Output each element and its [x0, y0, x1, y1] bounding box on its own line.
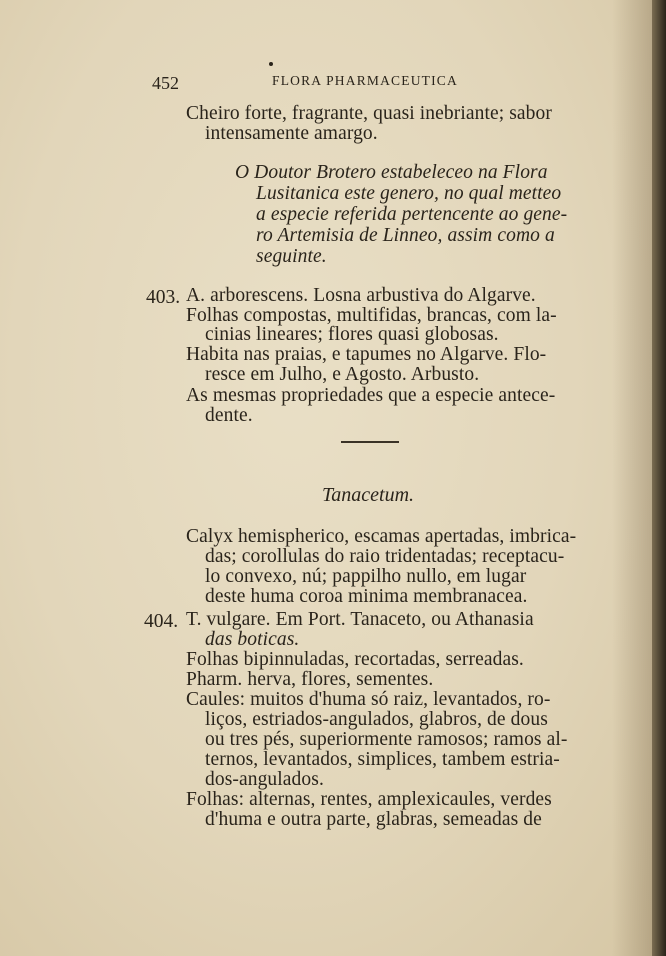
genus-line: deste huma coroa minima membranacea. — [205, 586, 528, 607]
entry-404-line: Folhas: alternas, rentes, amplexicaules, verdes — [186, 789, 552, 810]
genus-line: das; corollulas do raio tridentadas; receptacu- — [205, 546, 565, 567]
intro-line: Cheiro forte, fragrante, quasi inebriante; sabor — [186, 103, 552, 124]
entry-404-line: dos-angulados. — [205, 769, 324, 790]
entry-403-line: Folhas compostas, multifidas, brancas, com la- — [186, 305, 557, 326]
entry-404-line: das boticas. — [205, 629, 300, 650]
intro-line: intensamente amargo. — [205, 123, 378, 144]
note-line: O Doutor Brotero estabeleceo na Flora — [235, 162, 548, 183]
running-head: FLORA PHARMACEUTICA — [272, 73, 458, 88]
entry-403-line: cinias lineares; flores quasi globosas. — [205, 324, 499, 345]
entry-403-line: dente. — [205, 405, 253, 426]
entry-404-line: Folhas bipinnuladas, recortadas, serreadas. — [186, 649, 524, 670]
entry-number-403: 403. — [146, 287, 181, 308]
note-line: a especie referida pertencente ao gene- — [256, 204, 568, 225]
genus-line: lo convexo, nú; pappilho nullo, em lugar — [205, 566, 527, 587]
entry-404-line: ternos, levantados, simplices, tambem estria- — [205, 749, 560, 770]
entry-404-line: T. vulgare. Em Port. Tanaceto, ou Athanasia — [186, 609, 534, 630]
entry-404-line: liços, estriados-angulados, glabros, de dous — [205, 709, 548, 730]
entry-404-line: ou tres pés, superiormente ramosos; ramos al- — [205, 729, 568, 750]
page-number: 452 — [152, 73, 179, 93]
genus-title: Tanacetum. — [322, 484, 415, 506]
entry-403-line: resce em Julho, e Agosto. Arbusto. — [205, 364, 480, 385]
note-line: seguinte. — [256, 246, 327, 267]
book-gutter — [652, 0, 666, 956]
note-line: ro Artemisia de Linneo, assim como a — [256, 225, 555, 246]
genus-line: Calyx hemispherico, escamas apertadas, imbrica- — [186, 526, 577, 547]
entry-404-line: d'huma e outra parte, glabras, semeadas de — [205, 809, 542, 830]
note-line: Lusitanica este genero, no qual metteo — [256, 183, 562, 204]
entry-403-line: A. arborescens. Losna arbustiva do Algarve. — [186, 285, 536, 306]
entry-number-404: 404. — [144, 611, 179, 632]
entry-404-line: Pharm. herva, flores, sementes. — [186, 669, 434, 690]
section-divider — [341, 441, 399, 443]
entry-404-line: Caules: muitos d'huma só raiz, levantados, ro- — [186, 689, 551, 710]
entry-403-line: As mesmas propriedades que a especie antece- — [186, 385, 556, 406]
running-head-dot — [269, 62, 273, 66]
page-edge-shadow — [612, 0, 652, 956]
entry-403-line: Habita nas praias, e tapumes no Algarve. Flo- — [186, 344, 547, 365]
